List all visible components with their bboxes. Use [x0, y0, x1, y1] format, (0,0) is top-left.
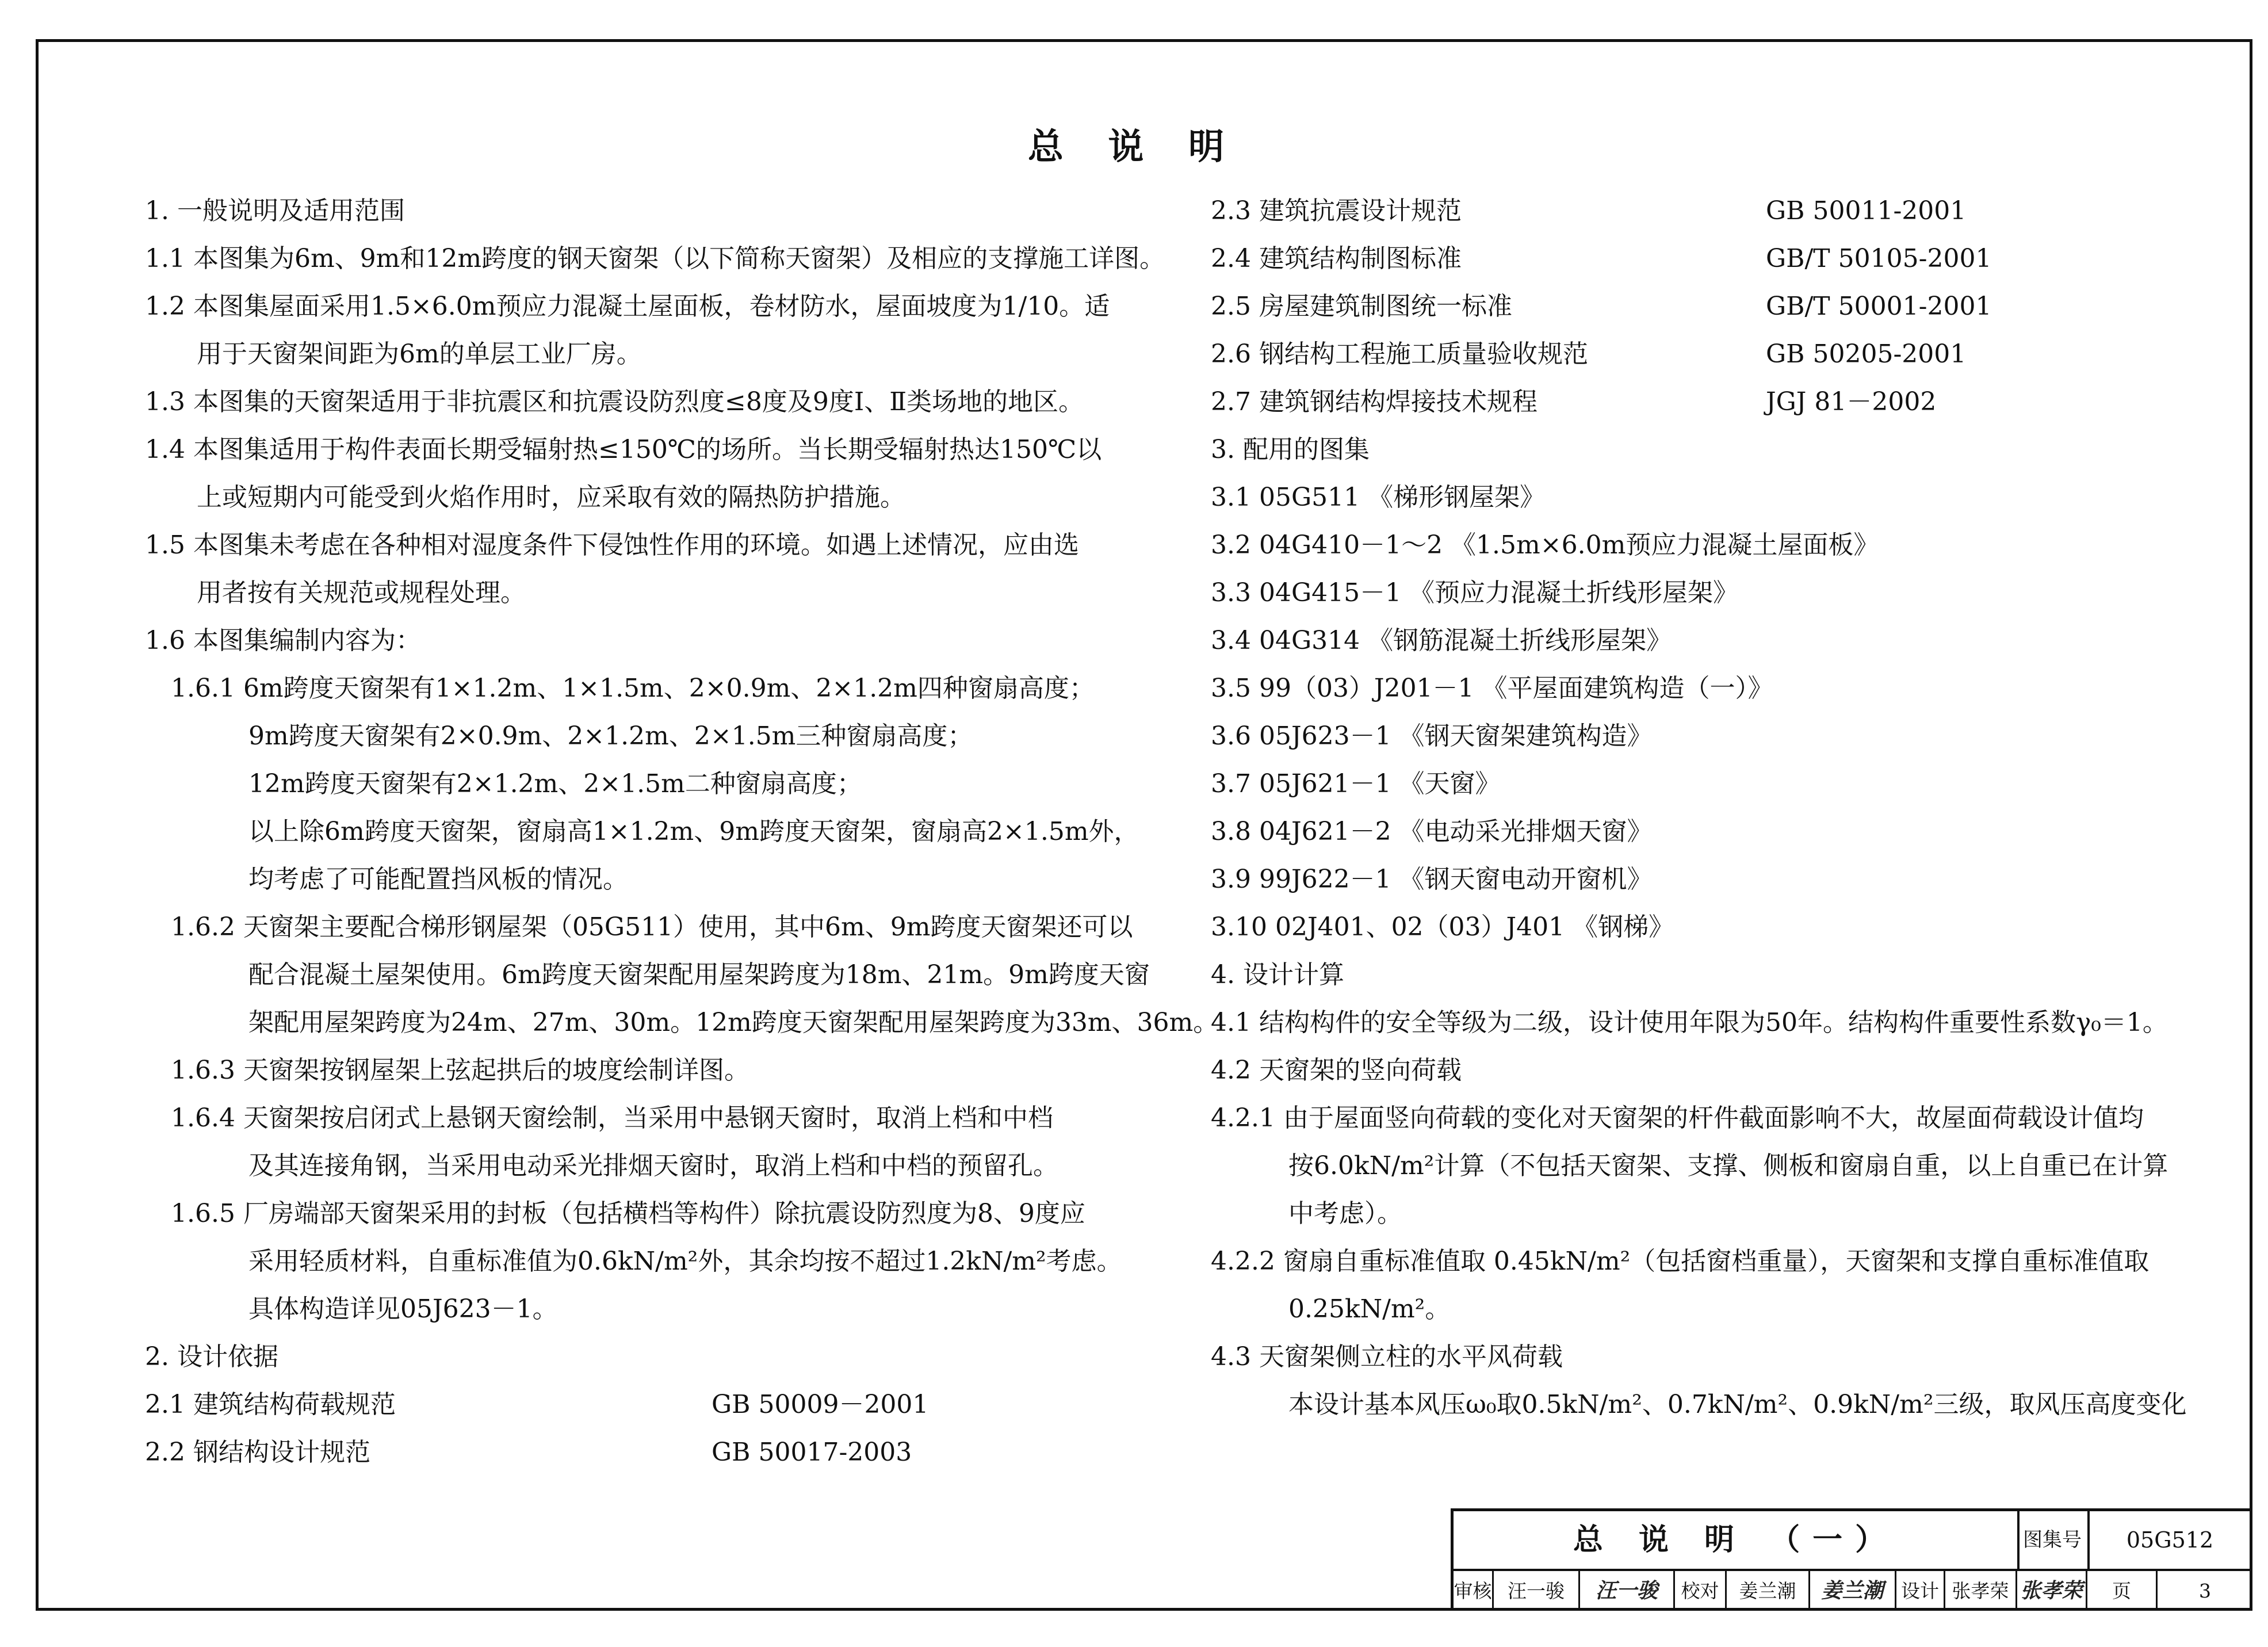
line-text: 4.2.2 窗扇自重标准值取 0.45kN/m²（包括窗档重量），天窗架和支撑自重标准值取	[1211, 1247, 2150, 1276]
text-line	[1211, 999, 2168, 1046]
text-line	[145, 999, 1219, 1046]
design-label: 设计	[1896, 1571, 1945, 1611]
line-text: 2.1 建筑结构荷载规范	[145, 1390, 396, 1419]
text-line	[1211, 1046, 2154, 1094]
text-line	[145, 521, 1152, 569]
text-line	[145, 569, 1152, 617]
text-line	[145, 1237, 1152, 1285]
text-line	[145, 378, 1152, 426]
text-line	[1211, 282, 2154, 330]
text-line	[1211, 1237, 2154, 1285]
text-line	[1211, 473, 2154, 521]
text-line	[1211, 1333, 2154, 1381]
title-block-header	[1454, 1511, 2252, 1571]
line-text: 2.5 房屋建筑制图统一标准	[1211, 292, 1512, 321]
text-line	[145, 1428, 1152, 1476]
line-text: 12m跨度天窗架有2×1.2m、2×1.5m二种窗扇高度；	[248, 769, 862, 798]
text-line	[145, 1333, 1152, 1381]
line-text: 0.25kN/m²。	[1288, 1294, 1451, 1324]
check-label: 校对	[1675, 1571, 1727, 1611]
line-text: 4.2.1 由于屋面竖向荷载的变化对天窗架的杆件截面影响不大，故屋面荷载设计值均	[1211, 1103, 2144, 1133]
text-line	[145, 855, 1152, 903]
text-line	[1211, 617, 2154, 664]
standard-code: GB 50011-2001	[1766, 196, 1967, 226]
line-text: 4.1 结构构件的安全等级为二级，设计使用年限为50年。结构构件重要性系数γ₀＝1。	[1211, 1008, 2168, 1037]
line-text: 以上除6m跨度天窗架，窗扇高1×1.2m、9m跨度天窗架，窗扇高2×1.5m外，	[248, 817, 1139, 846]
text-line	[145, 712, 1152, 760]
line-text: 2.3 建筑抗震设计规范	[1211, 196, 1462, 226]
line-text: 架配用屋架跨度为24m、27m、30m。12m跨度天窗架配用屋架跨度为33m、36m。	[248, 1008, 1219, 1037]
text-line	[145, 330, 1152, 378]
line-text: 4.2 天窗架的竖向荷载	[1211, 1056, 1462, 1085]
line-text: 本设计基本风压ω₀取0.5kN/m²、0.7kN/m²、0.9kN/m²三级，取风压高度变化	[1288, 1390, 2187, 1419]
text-line	[1211, 378, 2154, 426]
page-number: 3	[2199, 1580, 2211, 1602]
line-text: 4. 设计计算	[1211, 960, 1344, 989]
line-text: 1.6.2 天窗架主要配合梯形钢屋架（05G511）使用，其中6m、9m跨度天窗架还可以	[171, 912, 1133, 942]
line-text: 1.4 本图集适用于构件表面长期受辐射热≤150℃的场所。当长期受辐射热达150℃以	[145, 435, 1102, 464]
page-label: 页	[2087, 1571, 2158, 1611]
text-line	[145, 808, 1152, 855]
text-line	[1211, 760, 2154, 808]
text-line	[1211, 951, 2154, 999]
checker-name: 姜兰潮	[1727, 1571, 1810, 1611]
line-text: 2.7 建筑钢结构焊接技术规程	[1211, 387, 1538, 416]
line-text: 3.8 04J621－2 《电动采光排烟天窗》	[1211, 817, 1653, 846]
line-text: 3.3 04G415－1 《预应力混凝土折线形屋架》	[1211, 578, 1739, 607]
line-text: 上或短期内可能受到火焰作用时，应采取有效的隔热防护措施。	[197, 483, 905, 512]
line-text: 及其连接角钢，当采用电动采光排烟天窗时，取消上档和中档的预留孔。	[248, 1151, 1058, 1180]
text-line	[145, 664, 1152, 712]
text-line	[145, 1142, 1152, 1190]
line-text: 1. 一般说明及适用范围	[145, 196, 405, 226]
line-text: 1.1 本图集为6m、9m和12m跨度的钢天窗架（以下简称天窗架）及相应的支撑施工详图。	[145, 244, 1165, 273]
standard-code: JGJ 81－2002	[1766, 387, 1937, 416]
line-text: 3.7 05J621－1 《天窗》	[1211, 769, 1501, 798]
line-text: 3.5 99（03）J201－1 《平屋面建筑构造（一）》	[1211, 674, 1773, 703]
text-line	[145, 617, 1152, 664]
line-text: 3.2 04G410－1～2 《1.5m×6.0m预应力混凝土屋面板》	[1211, 530, 1879, 560]
reviewer-name: 汪一骏	[1494, 1571, 1580, 1611]
title-block-main-title: 总 说 明 （一）	[1454, 1511, 2020, 1569]
line-text: 均考虑了可能配置挡风板的情况。	[248, 865, 628, 894]
reviewer-signature: 汪一骏	[1580, 1571, 1675, 1611]
line-text: 1.6.1 6m跨度天窗架有1×1.2m、1×1.5m、2×0.9m、2×1.2m四种窗扇高度；	[171, 674, 1095, 703]
text-line	[1211, 1285, 2154, 1333]
line-text: 中考虑）。	[1288, 1199, 1402, 1228]
text-line	[1211, 664, 2154, 712]
line-text: 1.2 本图集屋面采用1.5×6.0m预应力混凝土屋面板，卷材防水，屋面坡度为1/10。适	[145, 292, 1110, 321]
line-text: 用于天窗架间距为6m的单层工业厂房。	[197, 339, 642, 369]
review-label: 审核	[1454, 1571, 1494, 1611]
line-text: 1.6.3 天窗架按钢屋架上弦起拱后的坡度绘制详图。	[171, 1056, 749, 1085]
designer-signature: 张孝荣	[2017, 1571, 2087, 1611]
standard-code: GB 50009－2001	[712, 1390, 929, 1419]
title-block-signature-row	[1454, 1571, 2252, 1611]
text-line	[1211, 903, 2154, 951]
page-title: 总 说 明	[1027, 125, 1241, 167]
line-text: 3. 配用的图集	[1211, 435, 1370, 464]
text-line	[145, 1046, 1152, 1094]
standard-code: GB 50017-2003	[712, 1438, 912, 1467]
text-line	[145, 282, 1152, 330]
line-text: 配合混凝土屋架使用。6m跨度天窗架配用屋架跨度为18m、21m。9m跨度天窗	[248, 960, 1150, 989]
line-text: 按6.0kN/m²计算（不包括天窗架、支撑、侧板和窗扇自重，以上自重已在计算	[1288, 1151, 2168, 1180]
designer-name: 张孝荣	[1945, 1571, 2017, 1611]
text-line	[1211, 330, 2154, 378]
checker-signature: 姜兰潮	[1810, 1571, 1896, 1611]
line-text: 3.9 99J622－1 《钢天窗电动开窗机》	[1211, 865, 1653, 894]
text-line	[145, 1094, 1152, 1142]
text-line	[145, 235, 1165, 282]
line-text: 1.3 本图集的天窗架适用于非抗震区和抗震设防烈度≤8度及9度Ⅰ、Ⅱ类场地的地区。	[145, 387, 1084, 416]
line-text: 1.6 本图集编制内容为：	[145, 626, 421, 655]
line-text: 2. 设计依据	[145, 1342, 278, 1371]
text-line	[145, 760, 1152, 808]
text-line	[1211, 1381, 2187, 1428]
text-line	[1211, 187, 2154, 235]
line-text: 3.1 05G511 《梯形钢屋架》	[1211, 483, 1546, 512]
text-line	[1211, 1094, 2154, 1142]
standard-code: GB 50205-2001	[1766, 339, 1967, 369]
text-line	[1211, 235, 2154, 282]
line-text: 4.3 天窗架侧立柱的水平风荷载	[1211, 1342, 1563, 1371]
left-column	[145, 187, 1219, 1476]
text-line	[1211, 521, 2154, 569]
text-line	[1211, 569, 2154, 617]
text-line	[1211, 855, 2154, 903]
line-text: 3.4 04G314 《钢筋混凝土折线形屋架》	[1211, 626, 1672, 655]
standard-code: GB/T 50105-2001	[1766, 244, 1992, 273]
standard-code: GB/T 50001-2001	[1766, 292, 1992, 321]
title-block	[1451, 1508, 2252, 1611]
line-text: 2.4 建筑结构制图标准	[1211, 244, 1462, 273]
line-text: 1.6.5 厂房端部天窗架采用的封板（包括横档等构件）除抗震设防烈度为8、9度应	[171, 1199, 1085, 1228]
text-line	[145, 473, 1152, 521]
atlas-number-label: 图集号	[2017, 1511, 2090, 1569]
text-line	[1211, 426, 2154, 473]
text-line	[1211, 1142, 2168, 1190]
text-line	[145, 426, 1152, 473]
text-line	[145, 1190, 1152, 1237]
text-line	[145, 1285, 1152, 1333]
line-text: 3.6 05J623－1 《钢天窗架建筑构造》	[1211, 721, 1653, 751]
text-line	[1211, 712, 2154, 760]
text-line	[145, 187, 1152, 235]
atlas-number-value: 05G512	[2126, 1527, 2214, 1553]
line-text: 2.2 钢结构设计规范	[145, 1438, 370, 1467]
text-line	[145, 903, 1152, 951]
text-line	[145, 1381, 1152, 1428]
right-column	[1211, 187, 2187, 1428]
line-text: 具体构造详见05J623－1。	[248, 1294, 558, 1324]
line-text: 用者按有关规范或规程处理。	[197, 578, 526, 607]
line-text: 2.6 钢结构工程施工质量验收规范	[1211, 339, 1588, 369]
line-text: 3.10 02J401、02（03）J401 《钢梯》	[1211, 912, 1674, 942]
line-text: 采用轻质材料，自重标准值为0.6kN/m²外，其余均按不超过1.2kN/m²考虑。	[248, 1247, 1122, 1276]
text-line	[1211, 808, 2154, 855]
text-line	[145, 951, 1152, 999]
line-text: 9m跨度天窗架有2×0.9m、2×1.2m、2×1.5m三种窗扇高度；	[248, 721, 973, 751]
line-text: 1.6.4 天窗架按启闭式上悬钢天窗绘制，当采用中悬钢天窗时，取消上档和中档	[171, 1103, 1053, 1133]
text-line	[1211, 1190, 2154, 1237]
line-text: 1.5 本图集未考虑在各种相对湿度条件下侵蚀性作用的环境。如遇上述情况，应由选	[145, 530, 1079, 560]
